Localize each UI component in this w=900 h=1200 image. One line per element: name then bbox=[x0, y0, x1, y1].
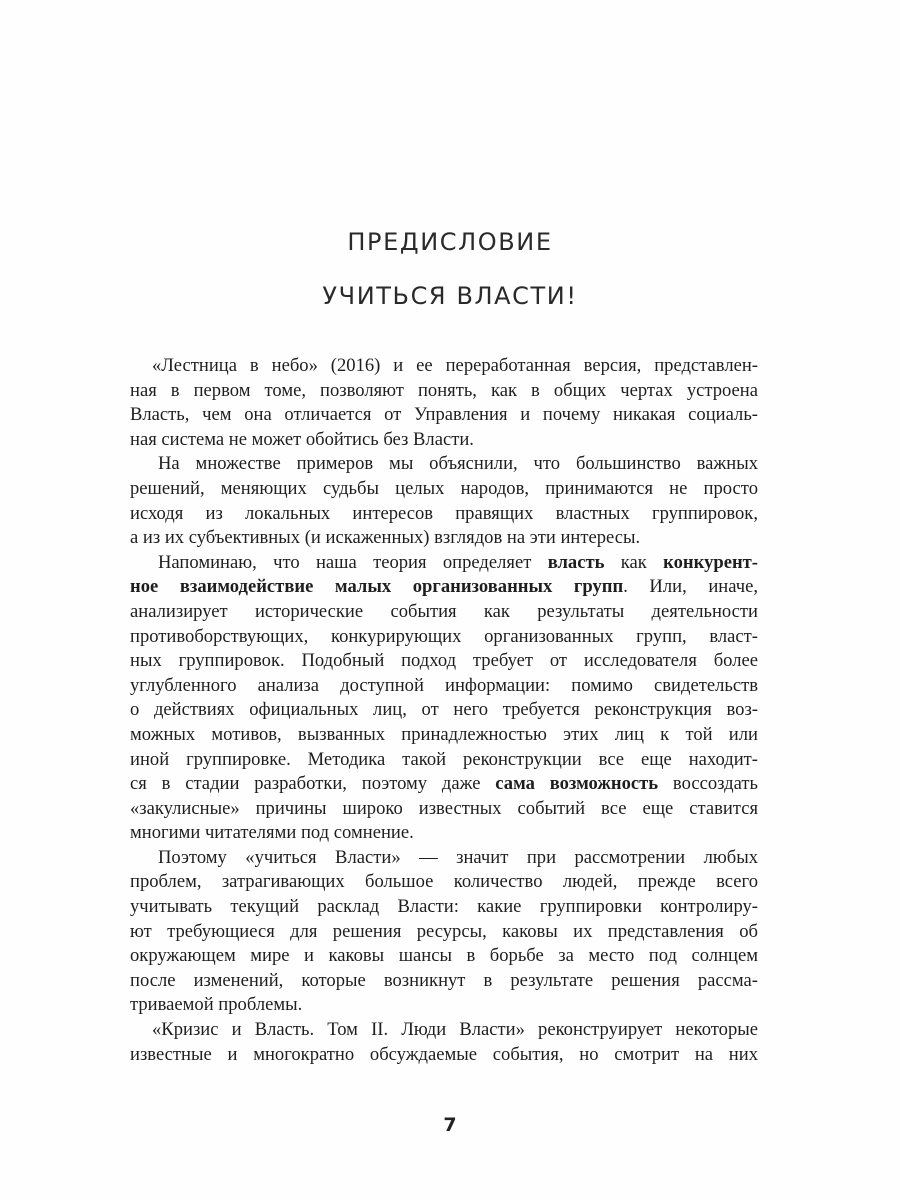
paragraph-1 bbox=[130, 354, 758, 452]
page-number: 7 bbox=[443, 1114, 457, 1136]
text-line bbox=[130, 551, 758, 576]
text-line: известные и многократно обсуждаемые события, но смотрит на них bbox=[130, 1043, 758, 1065]
text-line: На множестве примеров мы объяснили, что большинство важных bbox=[158, 453, 758, 475]
text-line: ная система не может обойтись без Власти. bbox=[130, 428, 474, 450]
text-run: ся в стадии разработки, поэтому даже bbox=[130, 773, 496, 795]
text-line: решений, меняющих судьбы целых народов, принимаются не просто bbox=[130, 477, 758, 499]
text-run: Напоминаю, что наша теория определяет bbox=[158, 551, 548, 573]
paragraph-2 bbox=[130, 452, 758, 550]
text-line: «Кризис и Власть. Том II. Люди Власти» реконструирует некоторые bbox=[152, 1019, 758, 1041]
text-line: исходя из локальных интересов правящих властных группировок, bbox=[130, 502, 758, 524]
text-run: воссоздать bbox=[658, 773, 758, 795]
emphasis-possibility: сама возможность bbox=[495, 773, 659, 795]
text-line bbox=[130, 575, 758, 600]
text-line: Власть, чем она отличается от Управления и почему никакая социаль- bbox=[130, 404, 758, 426]
text-line: углубленного анализа доступной информации: помимо свидетельств bbox=[130, 674, 758, 696]
emphasis-definition-end: ное взаимодействие малых организованных групп bbox=[130, 576, 624, 598]
chapter-title: УЧИТЬСЯ ВЛАСТИ! bbox=[322, 282, 578, 310]
paragraph-5 bbox=[130, 1018, 758, 1067]
text-line: ная в первом томе, позволяют понять, как в общих чертах устроена bbox=[130, 379, 758, 401]
emphasis-definition-start: конкурент- bbox=[663, 551, 758, 573]
text-line bbox=[130, 772, 758, 797]
section-heading: ПРЕДИСЛОВИЕ bbox=[347, 228, 553, 256]
text-line: учитывать текущий расклад Власти: какие группировки контролиру- bbox=[130, 896, 758, 918]
text-run: . Или, иначе, bbox=[623, 576, 758, 598]
text-line: многими читателями под сомнение. bbox=[130, 822, 414, 844]
text-line: триваемой проблемы. bbox=[130, 994, 303, 1016]
text-line: ют требующиеся для решения ресурсы, каковы их представления об bbox=[130, 920, 758, 942]
text-line: иной группировке. Методика такой реконструкции все еще находит- bbox=[130, 748, 758, 770]
text-line: можных мотивов, вызванных принадлежностью этих лиц к той или bbox=[130, 723, 758, 745]
body-text bbox=[130, 354, 758, 1067]
paragraph-3 bbox=[130, 551, 758, 846]
paragraph-4 bbox=[130, 846, 758, 1018]
text-line: а из их субъективных (и искаженных) взглядов на эти интересы. bbox=[130, 527, 641, 549]
text-line: о действиях официальных лиц, от него требуется реконструкция воз- bbox=[130, 699, 758, 721]
text-run: как bbox=[604, 551, 664, 573]
emphasis-power: власть bbox=[547, 551, 605, 573]
text-line: анализирует исторические события как результаты деятельности bbox=[130, 600, 758, 622]
text-line: «закулисные» причины широко известных событий все еще ставится bbox=[130, 797, 758, 819]
text-line: окружающем мире и каковы шансы в борьбе за место под солнцем bbox=[130, 945, 758, 967]
text-line: ных группировок. Подобный подход требует от исследователя более bbox=[130, 650, 758, 672]
text-line: «Лестница в небо» (2016) и ее переработанная версия, представлен- bbox=[152, 355, 758, 376]
text-line: противоборствующих, конкурирующих организованных групп, власт- bbox=[130, 625, 758, 647]
text-line: проблем, затрагивающих большое количество людей, прежде всего bbox=[130, 871, 758, 893]
text-line: после изменений, которые возникнут в результате решения рассма- bbox=[130, 969, 758, 991]
text-line: Поэтому «учиться Власти» — значит при рассмотрении любых bbox=[158, 846, 758, 868]
